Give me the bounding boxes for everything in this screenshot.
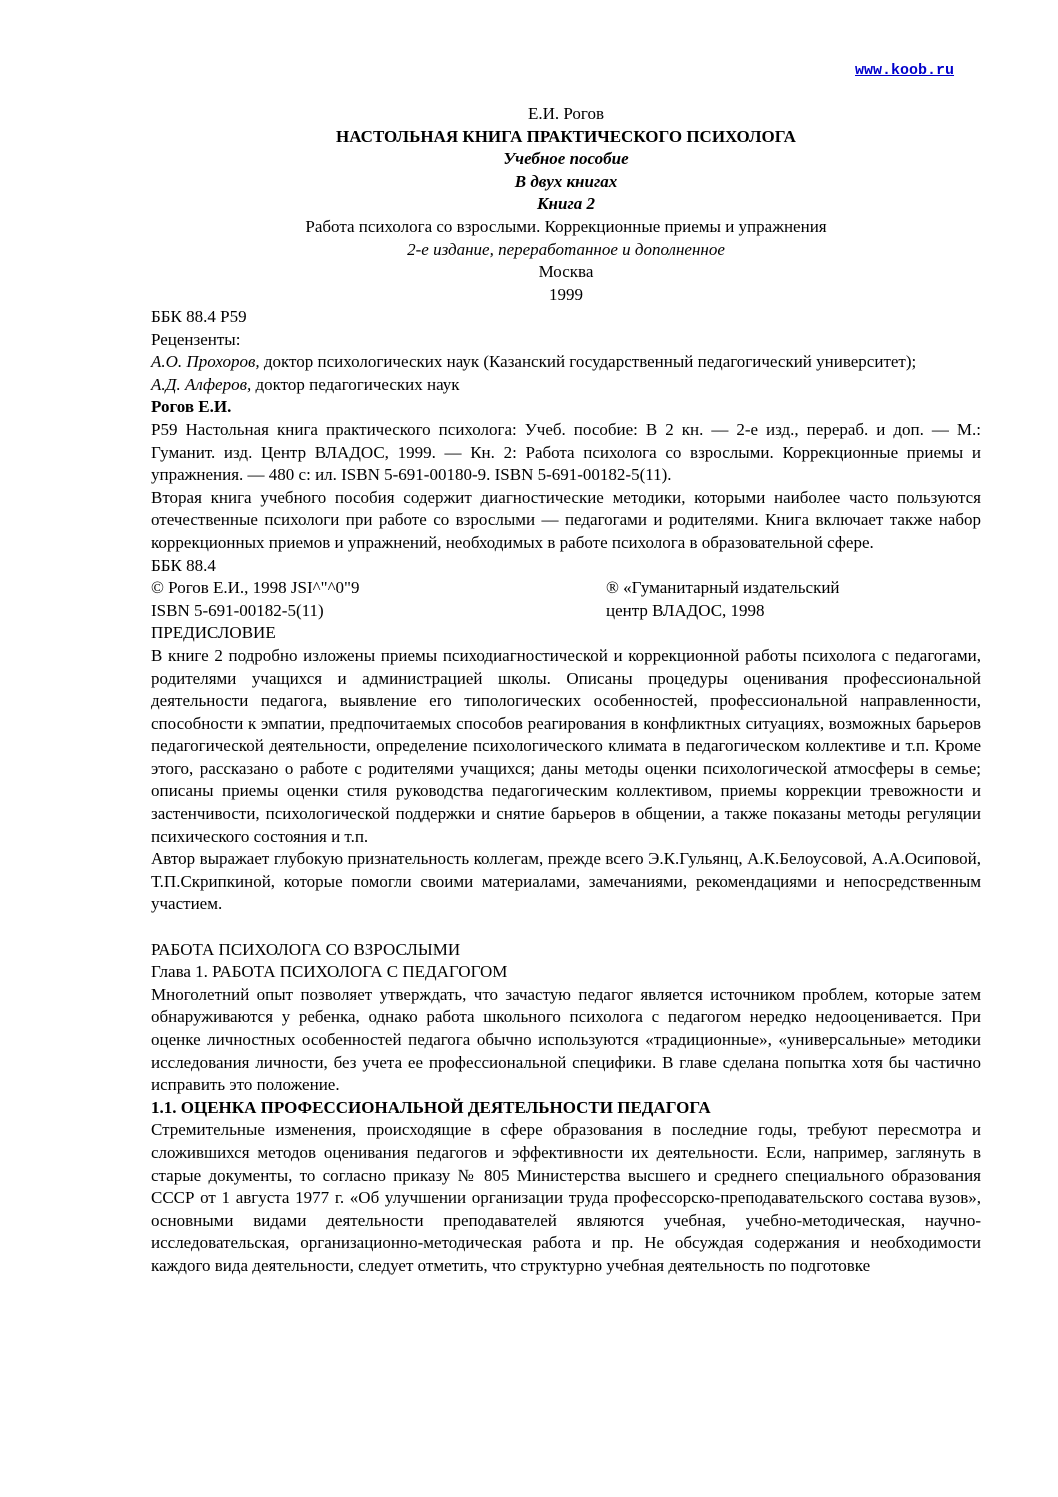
reviewer-name: А.Д. Алферов,	[151, 374, 252, 394]
part-heading: РАБОТА ПСИХОЛОГА СО ВЗРОСЛЫМИ	[151, 939, 461, 959]
bbk-code: ББК 88.4 Р59	[151, 307, 247, 326]
book-subtitle: Учебное пособие	[503, 149, 629, 169]
document-body	[151, 306, 981, 1278]
publication-year: 1999	[549, 284, 583, 304]
reviewer-entry	[151, 374, 981, 397]
reviewer-description: доктор психологических наук (Казанский государственный педагогический университет);	[259, 352, 917, 372]
preface-paragraph: В книге 2 подробно изложены приемы психодиагностической и коррекционной работы психолога с педагогами, родителями учащихся и администрацией школы. Описаны процедуры оценивания профессиональной деятельности педагога, выявление его типологических особенностей, профессиональной направленности, способности к эмпатии, предпочитаемых способов реагирования в конфликтных ситуациях, возможных барьеров педагогической деятельности, определение психологического климата в педагогическом коллективе и т.п. Кроме этого, рассказано о работе с родителями учащихся; даны методы оценки психологической атмосферы в семье; описаны приемы оценки стиля руководства педагогическим коллективом, приемы коррекции тревожности и застенчивости, психологической поддержки и снятие барьеров в общении, а также показаны методы регуляции психического состояния и т.п.	[151, 645, 981, 846]
isbn: ISBN 5-691-00182-5(11)	[151, 600, 324, 620]
publication-city: Москва	[538, 262, 594, 282]
annotation: Вторая книга учебного пособия содержит диагностические методики, которыми наиболее часто пользуются отечественные психологи при работе со взрослыми — педагогами и родителями. Книга включает также набор коррекционных приемов и упражнений, необходимых в работе психолога в образовательной сфере.	[151, 487, 981, 552]
copyright-author: © Рогов Е.И., 1998 JSI^"^0"9	[151, 578, 360, 598]
volumes-note: В двух книгах	[514, 171, 618, 191]
reviewers-label: Рецензенты:	[151, 329, 241, 349]
book-number: Книга 2	[537, 194, 595, 214]
reviewer-name: А.О. Прохоров,	[151, 352, 260, 372]
book-title: НАСТОЛЬНАЯ КНИГА ПРАКТИЧЕСКОГО ПСИХОЛОГА	[336, 126, 796, 146]
reviewer-description: доктор педагогических наук	[251, 374, 460, 394]
author-name: Е.И. Рогов	[527, 104, 605, 123]
chapter-heading: Глава 1. РАБОТА ПСИХОЛОГА С ПЕДАГОГОМ	[151, 962, 508, 982]
publisher-name: центр ВЛАДОС, 1998	[606, 600, 765, 620]
bbk-code-bottom: ББК 88.4	[151, 555, 216, 575]
title-block	[151, 103, 981, 306]
acknowledgements-paragraph: Автор выражает глубокую признательность коллегам, прежде всего Э.К.Гульянц, А.К.Белоусовой, А.А.Осиповой, Т.П.Скрипкиной, которые помогли своими материалами, замечаниями, рекомендациями и непосредственным участием.	[151, 849, 981, 914]
copyright-row	[151, 577, 981, 600]
chapter-intro-paragraph: Многолетний опыт позволяет утверждать, что зачастую педагог является источником проблем, которые затем обнаруживаются у ребенка, однако работа школьного психолога с педагогом нередко недооценивается. При оценке личностных особенностей педагога обычно используются «традиционные», «универсальные» методики исследования личности, без учета ее профессиональной специфики. В главе сделана попытка хотя бы частично исправить это положение.	[151, 984, 981, 1095]
author-heading: Рогов Е.И.	[151, 397, 232, 417]
section-paragraph: Стремительные изменения, происходящие в сфере образования в последние годы, требуют пересмотра и сложившихся методов оценивания педагогов и эффективности их деятельности. Если, например, заглянуть в старые документы, то согласно приказу № 805 Министерства высшего и среднего специального образования СССР от 1 августа 1977 г. «Об улучшении организации труда профессорско-преподавательского состава вузов», основными видами деятельности преподавателей являются учебная, учебно-методическая, научно-исследовательская, организационно-методическая работа и пр. Не обсуждая содержания и необходимости каждого вида деятельности, следует отметить, что структурно учебная деятельность по подготовке	[151, 1120, 981, 1275]
catalog-entry: Р59 Настольная книга практического психолога: Учеб. пособие: В 2 кн. — 2-е изд., перераб. и доп. — М.: Гуманит. изд. Центр ВЛАДОС, 1999. — Кн. 2: Работа психолога со взрослыми. Коррекционные приемы и упражнения. — 480 с: ил. ISBN 5-691-00180-9. ISBN 5-691-00182-5(11).	[151, 419, 981, 485]
edition-note: 2-е издание, переработанное и дополненное	[407, 239, 725, 259]
preface-heading: ПРЕДИСЛОВИЕ	[151, 623, 276, 643]
site-link[interactable]: www.koob.ru	[855, 62, 955, 79]
reviewer-entry	[151, 351, 981, 374]
isbn-row	[151, 600, 981, 623]
copyright-publisher: ® «Гуманитарный издательский	[606, 578, 840, 598]
section-heading: 1.1. ОЦЕНКА ПРОФЕССИОНАЛЬНОЙ ДЕЯТЕЛЬНОСТИ ПЕДАГОГА	[151, 1097, 711, 1117]
blank-line	[151, 916, 981, 939]
book-volume-title: Работа психолога со взрослыми. Коррекционные приемы и упражнения	[305, 216, 827, 236]
